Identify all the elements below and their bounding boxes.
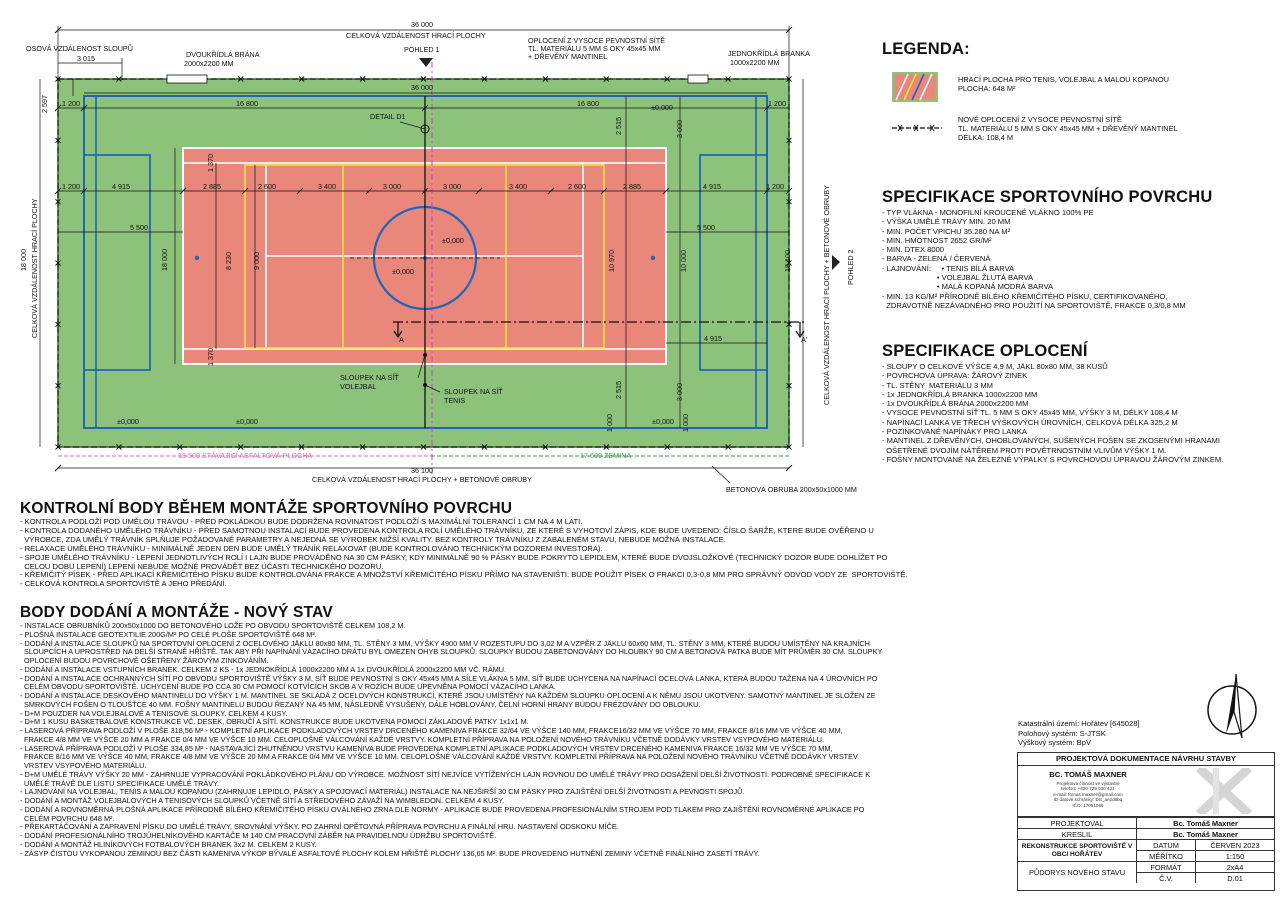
control-title: KONTROLNÍ BODY BĚHEM MONTÁŽE SPORTOVNÍHO POVRCHU <box>20 500 513 517</box>
delivery-item: - D+M UMĚLÉ TRÁVY VÝŠKY 20 MM - ZAHRNUJE VYPRACOVÁNÍ POKLÁDKOVÉHO PLÁNU OD VÝROBCE. MOŽNOST SÍTÍ NEJVÍCE VYTÍŽENÝCH LAJN ROVNOU DO UMĚLÉ TRÁVY PRO DOSAŽENÍ DELŠÍ ŽIVOTNOSTI. PODROBNÉ SPECIFIKACE K <box>20 769 871 779</box>
view-1-marker <box>419 58 433 67</box>
title-block-table <box>1018 817 1274 883</box>
format-key: FORMÁT <box>1137 862 1196 873</box>
dim-1200-tl: 1 200 <box>62 99 80 108</box>
double-gate <box>167 75 207 83</box>
fence-spec-title: SPECIFIKACE OPLOCENÍ <box>882 342 1088 360</box>
dim-row-value: 2 885 <box>623 182 641 191</box>
surface-spec-item: - MIN. DTEX 8000 <box>882 245 945 255</box>
projektoval-value: Bc. Tomáš Maxner <box>1137 818 1275 829</box>
legend-surface-line1: HRACÍ PLOCHA PRO TENIS, VOLEJBAL A MALOU KOPANOU <box>958 75 1169 84</box>
delivery-item: - LASEROVÁ PŘÍPRAVA PODLOŽÍ V PLOŠE 334,85 M² - NASTAVAJÍCÍ ZHUTNĚNOU VRSTVU KAMENIVA BUDE PROVEDENA KOMPLETNÍ APLIKACE PODKLADOVÝCH VRSTEV DRCENÉHO KAMENIVA FRAKCE 16/32 MM VE VÝŠCE 70 MM, <box>20 743 833 753</box>
delivery-item: - DODÁNÍ A INSTALACE VSTUPNÍCH BRANEK. CELKEM 2 KS - 1x JEDNOKŘÍDLÁ 1000x2200 MM A 1x DVOUKŘÍDLÁ 2000x2200 MM VČ. RÁMU. <box>20 664 507 674</box>
post-volley-1: SLOUPEK NA SÍŤ <box>340 373 399 382</box>
dim-10970: 10 970 <box>607 250 616 272</box>
dim-row-value: 2 885 <box>203 182 221 191</box>
curb-label: BETONOVÁ OBRUBA 200x50x1000 MM <box>726 485 857 494</box>
view-2-marker <box>832 255 840 270</box>
north-arrow-icon <box>1196 672 1268 744</box>
delivery-item: - DODÁNÍ A MONTÁŽ HLINÍKOVÝCH FOTBALOVÝCH BRANEK 3x2 M. CELKEM 2 KUSY. <box>20 839 317 849</box>
dim-row-value: 3 400 <box>509 182 527 191</box>
dim-18000-inner: 18 000 <box>160 249 169 271</box>
dim-row-value: 1 200 <box>62 182 80 191</box>
delivery-item: - DODÁNÍ PROFESIONÁLNÍHO TROJÚHELNÍKOVÉHO KARTÁČE M 140 CM PRACOVNÍ ZÁBĚR NA PRAVIDELNOU ÚDRŽBU SPORTOVIŠTĚ. <box>20 831 497 840</box>
dim-row-value: 3 000 <box>443 182 461 191</box>
kreslil-key: KRESLIL <box>1018 829 1137 840</box>
control-item: - CELKOVÁ KONTROLA SPORTOVIŠTĚ A JEHO PŘEDÁNÍ. <box>20 579 227 589</box>
delivery-item: OPLOCENÍ BUDOU POVRCHOVĚ OŠETŘENY ŽÁROVÝM ZINKOVÁNÍM. <box>20 656 269 665</box>
dim-3000-top: 3 000 <box>675 120 684 138</box>
net-label-2: TL. MATERIÁLU 5 MM S OKY 45x45 MM <box>528 44 661 53</box>
dim-2597: 2 597 <box>40 95 49 113</box>
datum-key: DATUM <box>1137 840 1196 851</box>
dim-18100-r: 18 100 <box>783 250 792 272</box>
dim-row-value: 4 915 <box>703 182 721 191</box>
dim-top-overall: 36 000 <box>411 20 433 29</box>
delivery-item: - PŘEKARTÁČOVÁNÍ A ZAPRAVENÍ PÍSKU DO UMĚLÉ TRÁVY, SROVNÁNÍ VÝŠKY. PO ZAHRNÍ OPĚTOVNÁ PŘÍPRAVA POVRCHU A FINÁLNÍ HRU. NASTAVENÍ ODSKOKU MÍČE. <box>20 822 619 832</box>
control-item: - RELAXACE UMĚLÉHO TRÁVNÍKU - MINIMÁLNĚ JEDEN DEN BUDE UMĚLÝ TRÁNÍK RELAXOVAT (BUDE KONTROLOVÁNO TECHNICKÝM DOZOREM INVESTORA). <box>20 543 603 553</box>
delivery-item: - DODÁNÍ A INSTALACE SLOUPKŮ NA SPORTOVNÍ OPLOCENÍ Z OCELOVÉHO JÄKLU 80x80 MM, TL. STĚNY 3 MM, VÝŠKY 4900 MM V ROZESTUPU DO 3,02 M A VZPĚR Z JÄKLU 60x60 MM, TL. STĚNY 3 MM, KTERÉ BUDOU UMÍSTĚNY NA KRAJNÍCH <box>20 638 870 648</box>
fence-spec-item: - NAPÍNACÍ LANKA VE TŘECH VÝŠKOVÝCH ÚROVNÍCH, CELKOVÁ DÉLKA 325,2 M <box>882 417 1178 427</box>
delivery-item: - INSTALACE OBRUBNÍKŮ 200x50x1000 DO BETONOVÉHO LOŽE PO OBVODU SPORTOVIŠTĚ CELKEM 108,2 M. <box>20 621 406 630</box>
dim-5500-r: 5 500 <box>697 223 715 232</box>
kreslil-value: Bc. Tomáš Maxner <box>1137 829 1275 840</box>
fence-spec-item: - VYSOCE PEVNOSTNÍ SÍŤ TL. 5 MM S OKY 45x45 MM, VÝŠKY 3 M, DÉLKY 108,4 M <box>882 408 1178 418</box>
cadastral-info <box>1018 719 1140 748</box>
dim-lvl-2: ±0,000 <box>236 417 258 426</box>
net-label-3: + DŘEVĚNÝ MANTINEL <box>528 52 608 61</box>
delivery-item: SLOUPCÍCH A UPROSTŘED NA DELŠÍ STRANĚ HŘIŠTĚ. TAK ABY PŘI NAPÍNÁNÍ VÁZACÍHO DRÁTU BYL OMEZEN OHYB SLOUPKŮ. SLOUPKY BUDOU ZABETONOVÁNY DO HLOUBKY 90 CM A BETONOVÁ PATKA BUDE MÍT PRŮMĚR 30 CM. SLOUPKY <box>20 647 883 657</box>
author-box <box>1018 766 1274 817</box>
dim-bottom-caption: CELKOVÁ VZDÁLENOST HRACÍ PLOCHY + BETONOVÉ OBRUBY <box>312 475 532 484</box>
site-plan-drawing <box>0 0 880 500</box>
view-1-label: POHLED 1 <box>404 45 440 54</box>
dim-18000-l: 18 000 <box>19 249 28 271</box>
project-name: REKONSTRUKCE SPORTOVIŠTĚ V OBCI HOŘÁTEV <box>1018 840 1137 862</box>
fence-spec-item: - POVRCHOVÁ ÚPRAVA: ŽÁROVÝ ZINEK <box>882 371 1028 381</box>
fence-spec-list <box>882 362 1223 464</box>
projektoval-key: PROJEKTOVAL <box>1018 818 1137 829</box>
dim-2515-bot: 2 515 <box>614 381 623 399</box>
penalty-spot-r <box>651 256 655 260</box>
double-gate-size: 2000x2200 MM <box>184 59 234 68</box>
dim-lvl-5: ±0,000 <box>442 236 464 245</box>
control-item: CELOU DOBU LEPENÍ) LEPENÍ NEBUDE MOŽNÉ PROVÁDĚT BEZ ÚČASTI TECHNICKÉHO DOZORU. <box>20 561 384 571</box>
left-caption: CELKOVÁ VZDÁLENOST HRACÍ PLOCHY <box>30 198 39 338</box>
dim-16800-l: 16 800 <box>236 99 258 108</box>
surface-spec-item: • VOLEJBAL ŽLUTÁ BARVA <box>882 273 1034 283</box>
asphalt-label: 18 500 STÁVAJÍCÍ ASFALTOVÁ PLOCHA <box>178 451 313 460</box>
dim-row-value: 2 600 <box>258 182 276 191</box>
delivery-item: - DODÁNÍ A INSTALACE DESKOVÉHO MANTINELU DO VÝŠKY 1 M. MANTINEL SE SKLÁDÁ Z OCELOVÝCH KONSTRUKCÍ, KTERÉ JSOU UMÍSTĚNY NA KAŽDÉM SLOUPKU OPLOCENÍ A K NĚMU JSOU UKOTVENY. SAMOTNÝ MANTINEL JE SLOŽEN ZE <box>20 691 876 700</box>
title-block <box>1017 752 1275 891</box>
dim-4915-r2: 4 915 <box>704 334 722 343</box>
post-volley-2: VOLEJBAL <box>340 382 377 391</box>
surface-spec-item: - VÝŠKA UMĚLÉ TRÁVY MIN. 20 MM <box>882 217 1011 227</box>
delivery-item: - DODÁNÍ A MONTÁŽ VOLEJBALOVÝCH A TENISOVÝCH SLOUPKŮ VČETNĚ SÍTÍ A STŘEDOVÉHO ZÁVAŽÍ NA WIMBLEDON. CELKEM 4 KUSY. <box>20 796 505 805</box>
fence-spec-item: - POZINKOVANÉ NAPÍNÁKY PRO LANKA <box>882 427 1027 437</box>
dim-row-value: 1 200 <box>766 182 784 191</box>
control-item: - KŘEMIČITÝ PÍSEK - PŘED APLIKACÍ KŘEMIČITÉHO PÍSKU BUDE KONTROLOVÁNA FRAKCE A MNOŽSTVÍ KŘEMIČITÉHO PÍSKU PŘÍMO NA STAVENIŠTI. BUDE POUŽIT PÍSEK O FRAKCI 0,3-0,8 MM PRO SPRÁVNÝ ODVOD VODY ZE SPORTOVIŠTĚ. <box>20 570 908 580</box>
surface-spec-title: SPECIFIKACE SPORTOVNÍHO POVRCHU <box>882 188 1213 206</box>
control-item: - KONTROLA PODLOŽÍ POD UMĚLOU TRÁVOU - PŘED POKLÁDKOU BUDE DODRŽENA ROVINATOST PODLOŽÍ S MAXIMÁLNÍ TOLERANCÍ 1 CM NA 4 M LATI. <box>20 517 583 526</box>
delivery-item: - ZÁSYP ČISTOU VYKOPANOU ZEMINOU BEZ ČÁSTI KAMENIVA VÝKOP BÝVALÉ ASFALTOVÉ PLOCHY KOLEM HŘIŠTĚ PLOCHY 136,65 M². BUDE PROVEDENO HUTNĚNÍ ZEMINY VČETNĚ FINÁLNÍHO ZASETÍ TRÁVY. <box>20 848 760 858</box>
dim-3000-bot: 3 000 <box>675 383 684 401</box>
soil-label: 17 600 ZEMINA <box>580 451 632 460</box>
author-contact-1: Projektová činnost ve výstavbě <box>1056 781 1120 786</box>
right-caption: CELKOVÁ VZDÁLENOST HRACÍ PLOCHY + BETONOVÉ OBRUBY <box>822 185 831 405</box>
dim-row-value: 3 000 <box>383 182 401 191</box>
title-block-header: PROJEKTOVÁ DOKUMENTACE NÁVRHU STAVBY <box>1018 753 1274 766</box>
surface-spec-item: - TYP VLÁKNA - MONOFILNÍ KROUCENÉ VLÁKNO 100% PE <box>882 208 1094 217</box>
dim-10000: 10 000 <box>679 250 688 272</box>
author-contact-3: e-mail: tomas.maxner@gmail.com <box>1053 791 1123 797</box>
single-gate <box>688 75 708 83</box>
cv-key: Č.V. <box>1137 873 1196 884</box>
section-a: A <box>399 335 404 344</box>
legend-surface-text <box>958 75 1169 93</box>
surface-spec-list <box>882 208 1186 310</box>
dim-5500-l: 5 500 <box>130 223 148 232</box>
delivery-item: CELÉM OBVODU SPORTOVIŠTĚ. UCHYCENÍ BUDE PO CCA 30 CM POMOCÍ KOTVÍCÍCH SKOB A V ROZÍCH BUDE UPEVNĚNA POMOCÍ VÁZACÍHO LANKA. <box>20 682 556 692</box>
dim-9000: 9 000 <box>252 252 261 270</box>
fence-spec-item: - TL. STĚNY MATERIÁLU 3 MM <box>882 380 993 390</box>
delivery-item: VRSTEV VSYPOVÉHO MATERIÁLU. <box>20 761 147 770</box>
dim-row-value: 4 915 <box>112 182 130 191</box>
control-item: - SPOJE UMĚLÉHO TRÁVNÍKU - LEPENÍ JEDNOTLIVÝCH ROLÍ I LAJN BUDE PROVÁDĚNO NA 30 CM PÁSKY, KDY MINIMÁLNĚ 90 % PÁSKY BUDE POKRYTO LEPIDLEM, KTERÉ BUDE DVOJSLOŽKOVÉ (TECHNICKÝ DOZOR BUDE DOHLÍŽET PO <box>20 552 888 562</box>
fence-spec-item: - 1x DVOUKŘÍDLÁ BRÁNA 2000x2200 MM <box>882 399 1029 409</box>
legend-fence-line1: NOVÉ OPLOCENÍ Z VYSOCE PEVNOSTNÍ SÍTĚ <box>958 115 1122 124</box>
post-tennis-2: TENIS <box>444 396 466 405</box>
single-gate-size: 1000x2200 MM <box>730 58 780 67</box>
surface-spec-item: - MIN. POČET VPICHU 35.280 NA M² <box>882 226 1011 236</box>
view-2-label: POHLED 2 <box>846 249 855 285</box>
author-logo-icon <box>1194 768 1254 814</box>
author-contact-2: telefon: +420 725 030 421 <box>1061 786 1115 792</box>
author-name: BC. TOMÁŠ MAXNER <box>1049 770 1127 779</box>
surface-spec-item: - MIN. HMOTNOST 2652 GR/M² <box>882 235 992 245</box>
delivery-item: FRAKCE 8/16 MM VE VÝŠCE 40 MM, FRAKCE 4/8 MM VE VÝŠCE 20 MM A FRAKCE 0/4 MM VE VÝŠCE 10 MM. CELOPLOŠNÉ VÁLCOVÁNÍ KAŽDÉ VRSTVY. KOMPLETNÍ PŘÍPRAVA NA POLOŽENÍ NOVÉHO TRÁVNÍKU VČETNĚ DODÁVKY VRSTEV <box>20 752 858 762</box>
control-list <box>20 518 907 589</box>
delivery-item: SMRKOVÝCH FOŠEN O TLOUŠŤCE 40 MM. FOŠNY MANTINELU BUDOU ŘEZANÝ NA 45 MM, NÁSLEDNĚ VYSUŠENY, DÁLE HOBLOVÁNY, ČELNÍ HORNÍ HRANY BUDOU FRÉZOVÁNY DO OBLOUKU. <box>20 699 701 709</box>
delivery-item: FRAKCE 4/8 MM VE VÝŠCE 20 MM A FRAKCE 0/4 MM VE VÝŠCE 10 MM. CELOPLOŠNÉ VÁLCOVÁNÍ KAŽDÉ VRSTVY. KOMPLETNÍ PŘÍPRAVA NA POLOŽENÍ NOVÉHO TRÁVNÍKU VČETNĚ DODÁVKY VRSTEV VSYPOVÉHO MATERIÁLU. <box>20 734 825 744</box>
format-value: 2xA4 <box>1196 862 1275 873</box>
delivery-item: CELÉM POVRCHU 648 M². <box>20 813 115 823</box>
control-item: - KONTROLA DODANÉHO UMĚLÉHO TRÁVNÍKU - PŘED SAMOTNOU INSTALACÍ BUDE PROVEDENA KONTROLA ROLÍ UMĚLÉHO TRÁVNÍKU, ZE KTERÉ S VYHOTOVÍ ZÁPIS, KDE BUDE UVEDENO: ČÍSLO ŠARŽE, KTERE BUDE OVĚŘENO U <box>20 525 874 535</box>
delivery-item: - DODÁNÍ A ROVNOMĚRNÁ PLOŠNÁ APLIKACE PŘÍRODNĚ BÍLÉHO KŘEMIČITÉHO PÍSKU OVÁLNÉHO ZRNA DLE NORMY - APLIKACE BUDE PROVEDENA PROFESIONÁLNÍM STROJEM POD TLAKEM PRO ZAJIŠTĚNÍ ROVNOMĚRNÉ APLIKACE PO <box>20 804 865 814</box>
delivery-item: - D+M 1 KUSU BASKETBALOVÉ KONSTRUKCE VČ. DESEK, OBRUČÍ A SÍTÍ. KONSTRUKCE BUDE UKOTVENA POMOCÍ ZÁKLADOVÉ PATKY 1x1x1 M. <box>20 717 529 727</box>
meritko-key: MĚŘÍTKO <box>1137 851 1196 862</box>
post-spacing-label: OSOVÁ VZDÁLENOST SLOUPŮ <box>26 44 133 53</box>
legend-fence-text <box>958 115 1178 142</box>
meritko-value: 1:150 <box>1196 851 1275 862</box>
dim-inner-36000: 36 000 <box>411 83 433 92</box>
legend-fence-line3: DÉLKA: 108,4 M <box>958 133 1014 142</box>
delivery-item: - LAJNOVÁNÍ NA VOLEJBAL, TENIS A MALOU KOPANOU (ZAHRNUJE LEPIDLO, PÁSKY A SPOJOVACÍ MATERIÁL) INSTALACE NA NEJŠIRŠÍ 30 CM PÁSKY PRO ZAJIŠTĚNÍ DELŠÍ ŽIVOTNOSTI A PEVNOSTI SPOJŮ. <box>20 787 745 797</box>
single-gate-label: JEDNOKŘÍDLÁ BRANKA <box>728 49 810 58</box>
dim-row-value: 2 600 <box>568 182 586 191</box>
dim-lvl-3: ±0,000 <box>652 417 674 426</box>
legend-surface-swatch <box>892 72 938 102</box>
fence-spec-item: - MANTINEL Z DŘEVĚNÝCH, OHOBLOVANÝCH, SUŠENÝCH FOŠEN SE ZKOSENÝMI HRANAMI <box>882 436 1220 446</box>
control-item: VÝROBCE, ZDA UMĚLÝ TRÁVNÍK SPLŇUJE POŽADOVANÉ PARAMETRY A NEJEDNÁ SE VÝROBEK NIŽŠÍ KVALITY. BEZ KONTROLY TRÁVNÍKU Z ZABALENÉM STAVU, NEBUDE MOŽNÁ INSTALACE. <box>20 534 726 544</box>
legend-surface-line2: PLOCHA: 648 M² <box>958 84 1016 93</box>
dim-1000-r: 1 000 <box>681 414 690 432</box>
drawing-name: PŮDORYS NOVÉHO STAVU <box>1018 862 1137 884</box>
surface-spec-item: - MIN. 13 KG/M² PŘÍRODNĚ BÍLÉHO KŘEMIČITÉHO PÍSKU, CERTIFIKOVANÉHO, <box>882 291 1168 301</box>
cadastral-position: Polohový systém: S-JTSK <box>1018 728 1106 738</box>
fence-spec-item: OŠETŘENÉ DVOJÍM NÁTĚREM PROTI POVĚTRNOSTNÍM VLIVŮM VÝŠKY 1 M. <box>882 445 1167 455</box>
surface-spec-item: - LAJNOVÁNÍ: • TENIS BÍLÁ BARVA <box>882 263 1015 273</box>
dim-1000-l: 1 000 <box>605 414 614 432</box>
delivery-item: UMĚLÉ TRÁVĚ DLE LISTU SPECIFIKACE UMĚLÉ TRÁVY. <box>20 778 220 788</box>
cadastral-height: Výškový systém: BpV <box>1018 738 1092 747</box>
dim-lvl-6: ±0,000 <box>392 267 414 276</box>
delivery-item: - DODÁNÍ A INSTALACE OCHRANNÝCH SÍTÍ PO OBVODU SPORTOVIŠTĚ VÝŠKY 3 M, SÍŤ BUDE PEVNOSTNÍ S OKY 45x45 MM A SÍLE VLÁKNA 5 MM, SÍŤ BUDE UCHYCENA NA NAPÍNACÍ OCELOVÁ LANKA, KTERÁ BUDOU TAŽENA NA 4 ÚROVNÍCH PO <box>20 673 878 683</box>
cv-value: D.01 <box>1196 873 1275 884</box>
dim-1370-bot: 1 370 <box>206 348 215 366</box>
fence-spec-item: - SLOUPY O CELKOVÉ VÝŠCE 4,9 M, JÄKL 80x80 MM, 38 KUSŮ <box>882 362 1108 371</box>
delivery-item: - D+M POUZDER NA VOLEJBALOVÉ A TENISOVÉ SLOUPKY. CELKEM 4 KUSY. <box>20 708 288 718</box>
penalty-spot-l <box>195 256 199 260</box>
dim-row-value: 3 400 <box>318 182 336 191</box>
legend-title: LEGENDA: <box>882 40 970 58</box>
double-gate-label: DVOUKŘÍDLÁ BRÁNA <box>186 50 260 59</box>
surface-spec-item: ZDRAVOTNĚ NEZÁVADNÉHO PRO POUŽITÍ NA SPORTOVIŠTĚ, FRAKCE 0,3/0,8 MM <box>882 300 1186 310</box>
dim-1200-tr: 1 200 <box>768 99 786 108</box>
post-spacing-value: 3 015 <box>77 54 95 63</box>
fence-spec-item: - 1x JEDNOKŘÍDLÁ BRANKA 1000x2200 MM <box>882 389 1038 399</box>
dim-16800-r: 16 800 <box>577 99 599 108</box>
detail-d1-label: DETAIL D1 <box>370 112 406 121</box>
legend-fence-line2: TL. MATERIÁLU 5 MM S OKY 45x45 MM + DŘEVĚNÝ MANTINEL <box>958 124 1178 133</box>
legend-fence-symbol <box>892 122 942 134</box>
delivery-title: BODY DODÁNÍ A MONTÁŽE - NOVÝ STAV <box>20 604 333 621</box>
delivery-item: - PLOŠNÁ INSTALACE GEOTEXTILIE 200G/M² PO CELÉ PLOŠE SPORTOVIŠTĚ 648 M². <box>20 629 317 639</box>
section-a2: A' <box>801 335 808 344</box>
dim-bottom-36100: 36 100 <box>411 466 433 475</box>
delivery-item: - LASEROVÁ PŘÍPRAVA PODLOŽÍ V PLOŠE 318,56 M² - KOMPLETNÍ APLIKACE PODKLADOVÝCH VRSTEV DRCENÉHO KAMENIVA FRAKCE 32/64 VE VÝŠCE 140 MM, FRAKCE16/32 MM VE VÝŠCE 70 MM, FRAKCE 8/16 MM VE VÝŠCE 40 MM, <box>20 726 843 735</box>
delivery-list <box>20 622 882 858</box>
surface-spec-item: • MALÁ KOPANÁ MODRÁ BARVA <box>882 282 1054 292</box>
dim-2515-top: 2 515 <box>614 117 623 135</box>
dim-lvl-4: ±0,000 <box>651 103 673 112</box>
dim-1370-top: 1 370 <box>206 154 215 172</box>
surface-spec-item: - BARVA - ZELENÁ / ČERVENÁ <box>882 254 991 264</box>
datum-value: ČERVEN 2023 <box>1196 840 1275 851</box>
post-tennis-1: SLOUPEK NA SÍŤ <box>444 387 503 396</box>
dim-8230: 8 230 <box>224 252 233 270</box>
cadastral-area: Katastrální území: Hořátev [645028] <box>1018 719 1140 728</box>
fence-spec-item: - FOŠNY MONTOVANÉ NA ŽELEZNÉ VÝPALKY S POVRCHOVOU ÚPRAVOU ŽÁROVÝM ZINKEM. <box>882 454 1224 464</box>
dim-top-caption: CELKOVÁ VZDÁLENOST HRACÍ PLOCHY <box>346 31 486 40</box>
net-label-1: OPLOCENÍ Z VYSOCE PEVNOSTNÍ SÍTĚ <box>528 36 665 45</box>
author-contact-4: ID datové schránky: DS_ae2d6bq <box>1053 797 1123 803</box>
author-contact-5: IČO: 17051085 <box>1072 802 1104 808</box>
dim-lvl-1: ±0,000 <box>117 417 139 426</box>
